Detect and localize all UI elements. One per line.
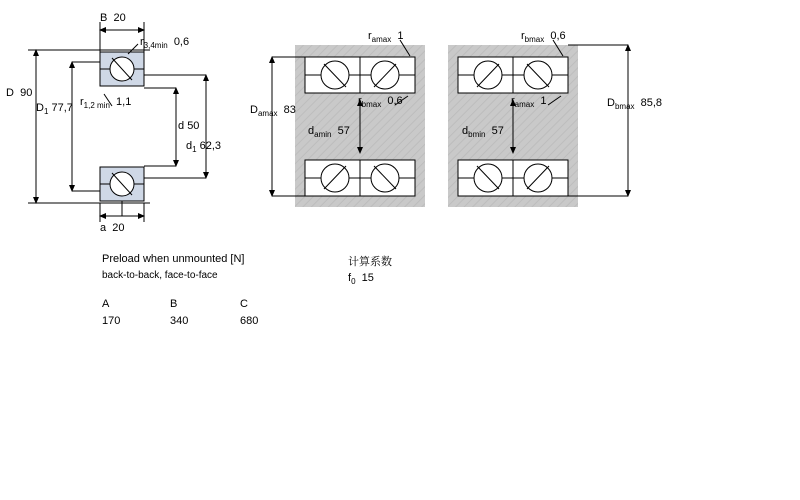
dim-label-Damax: $D_{amax}$ 83 (250, 104, 296, 119)
dim-label-dbmin: $d_{bmin}$ 57 (462, 125, 504, 140)
dim-label-D: D 90 (6, 87, 33, 99)
preload-value-C: 680 (240, 315, 259, 327)
calc-factor-title: 计算系数 (348, 256, 392, 268)
dim-label-ramax-mid: $r_{amax}$ 1 (511, 95, 547, 110)
dim-label-Dbmax: $D_{bmax}$ 85,8 (607, 97, 663, 112)
preload-value-A: 170 (102, 315, 121, 327)
dim-label-r34min: $r_{3,4min}$ 0,6 (140, 36, 190, 51)
calc-factor-value: $f_0$ 15 (348, 272, 374, 287)
dim-label-D1: $D_1$ 77,7 (36, 102, 73, 117)
dim-label-ramax-top-left: $r_{amax}$ 1 (368, 30, 404, 45)
preload-col-header-A: A (102, 298, 110, 310)
dim-label-d: d 50 (178, 120, 200, 132)
preload-value-B: 340 (170, 315, 189, 327)
dim-label-d1: $d_1$ 62,3 (186, 140, 222, 155)
dim-label-rbmax-top-right: $r_{bmax}$ 0,6 (521, 30, 566, 45)
preload-table-subtitle: back-to-back, face-to-face (102, 270, 218, 281)
dim-label-a: a 20 (100, 222, 125, 234)
dim-label-r12min: $r_{1,2 min}$ 1,1 (80, 96, 132, 111)
preload-col-header-C: C (240, 298, 248, 310)
preload-table-title: Preload when unmounted [N] (102, 253, 245, 265)
dim-label-damin: $d_{amin}$ 57 (308, 125, 350, 140)
dim-label-B: B 20 (100, 12, 126, 24)
dim-label-rbmax-mid: $r_{bmax}$ 0,6 (358, 95, 403, 110)
preload-col-header-B: B (170, 298, 178, 310)
